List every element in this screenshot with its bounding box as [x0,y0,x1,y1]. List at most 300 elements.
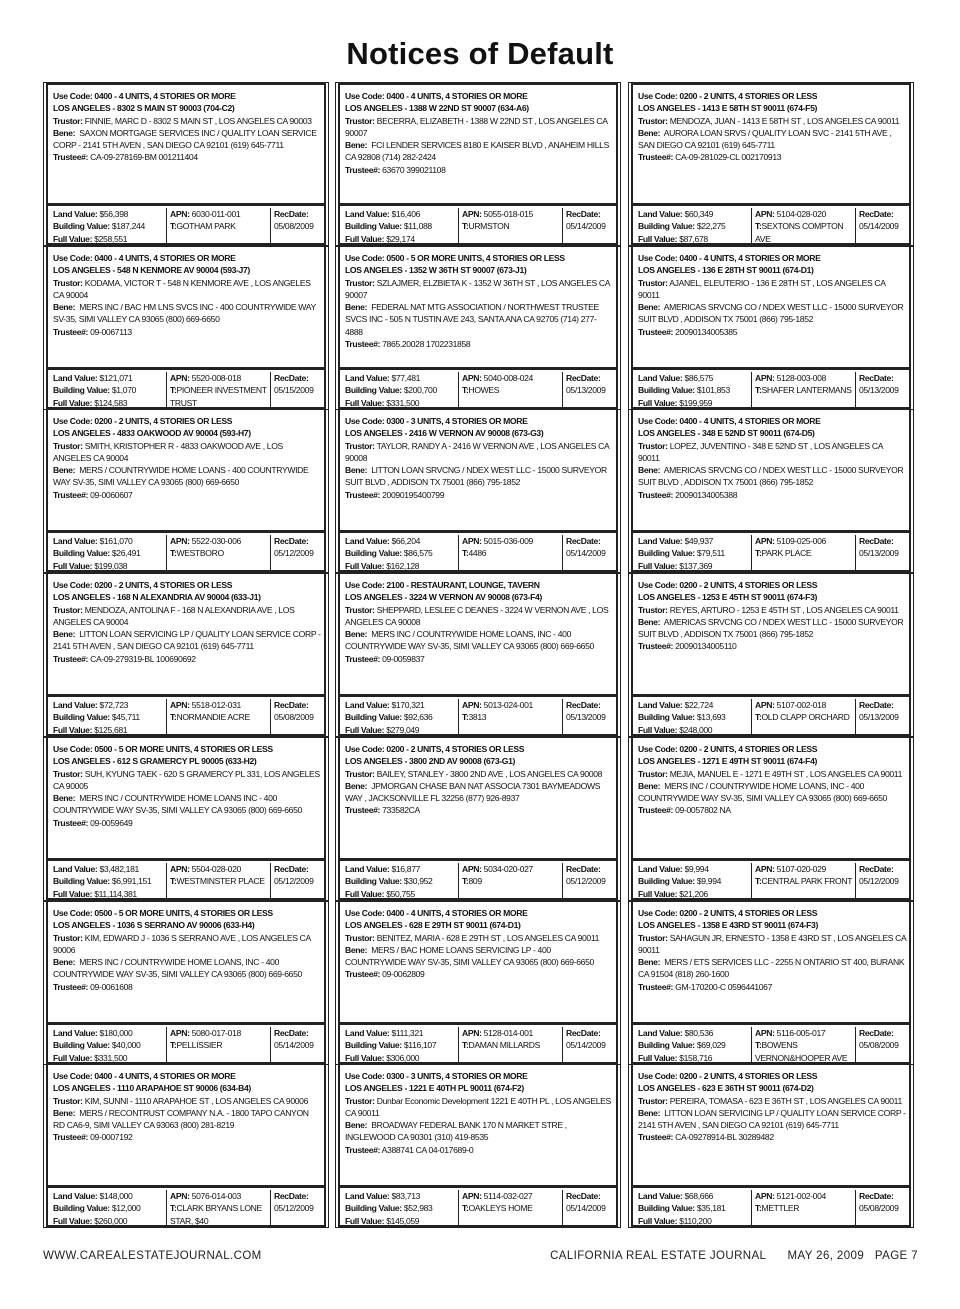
recdate-value: 05/14/2009 [566,548,606,559]
trustor-label: Trustor: [638,768,668,779]
trustor-line [345,277,613,302]
full-amount: $258,551 [94,233,128,244]
apn-cell [166,1190,272,1226]
building-amount: $40,000 [111,1040,141,1051]
bene-label: Bene: [638,780,661,791]
full-value [345,560,455,572]
building-label: Building Value: [345,221,402,232]
land-label: Land Value: [345,864,390,874]
use-code: Use Code: 0200 - 2 UNITS, 4 STORIES OR LESS [53,416,233,426]
land-label: Land Value: [638,864,683,874]
full-label: Full Value: [345,1052,385,1063]
notice-card [628,246,914,410]
valuation-row [338,860,618,900]
tract-label: T: [462,712,469,723]
land-value [638,699,748,711]
trustee-line [345,164,613,176]
full-amount: $137,369 [679,560,713,571]
apn-line [170,535,272,547]
apn-line [755,863,857,875]
property-address: LOS ANGELES - 612 S GRAMERCY PL 90005 (633-H2) [53,756,257,767]
building-value [53,1039,163,1051]
recdate-value: 05/12/2009 [274,876,314,887]
bene-value: AMERICAS SRVCNG CO / NDEX WEST LLC - 15000 SURVEYOR SUIT BLVD , ADDISON TX 75001 (866) 795-1852 [638,616,904,640]
recdate-label: RecDate: [859,536,894,546]
trustor-line [53,277,321,302]
notice-card [43,409,329,573]
full-label: Full Value: [345,724,385,735]
valuation-row [631,696,911,736]
land-label: Land Value: [345,209,390,219]
trustor-value: KIM, EDWARD J - 1036 S SERRANO AVE , LOS ANGELES CA 90006 [53,932,311,955]
apn-label: APN: [462,700,482,710]
property-address: LOS ANGELES - 548 N KENMORE AV 90004 (593-J7) [53,265,250,276]
land-value [638,1027,748,1039]
bene-label: Bene: [638,302,661,313]
values-cell [638,1027,748,1064]
full-label: Full Value: [53,397,93,408]
trustee-line [345,968,613,980]
bene-label: Bene: [638,1107,661,1118]
tract-value: 809 [468,876,482,887]
notice-card [335,1064,621,1228]
building-label: Building Value: [345,712,402,723]
bene-label: Bene: [638,127,661,138]
trustor-value: MEJIA, MANUEL E - 1271 E 49TH ST , LOS ANGELES CA 90011 [669,768,903,779]
tract-label: T: [170,876,177,887]
apn-cell [751,863,857,899]
land-amount: $86,575 [684,373,714,383]
full-amount: $158,716 [679,1052,713,1063]
tract-value: GOTHAM PARK [176,221,236,232]
building-value [638,384,748,396]
trustee-value: 09-0060607 [90,489,133,500]
trustee-line [345,804,613,816]
land-label: Land Value: [53,373,98,383]
apn-label: APN: [462,536,482,546]
trustee-value: 09-0059649 [90,817,133,828]
full-value [345,888,455,900]
property-address: LOS ANGELES - 8302 S MAIN ST 90003 (704-C2) [53,103,235,114]
values-cell [345,699,455,736]
land-amount: $68,666 [684,1191,714,1201]
land-value [345,535,455,547]
full-amount: $279,049 [386,724,420,735]
bene-line [638,464,906,489]
valuation-row [631,1187,911,1227]
full-value [638,1052,748,1064]
trustee-label: Trustee#: [638,641,674,652]
land-amount: $16,406 [391,209,421,219]
apn-line [755,372,857,384]
bene-value: MERS / COUNTRYWIDE HOME LOANS - 400 COUNTRYWIDE WAY SV-35, SIMI VALLEY CA 93065 (800) 669-6650 [53,465,309,488]
trustee-line [345,338,613,350]
recdate-cell [270,1027,330,1063]
full-label: Full Value: [53,233,93,244]
recdate-label: RecDate: [859,373,894,383]
tract-label: T: [462,385,469,396]
land-value [345,372,455,384]
recdate-value: 05/15/2009 [274,385,314,396]
notice-body [338,1065,618,1187]
use-code: Use Code: 0400 - 4 UNITS, 4 STORIES OR MORE [345,908,528,918]
recdate-value: 05/12/2009 [274,548,314,559]
full-label: Full Value: [345,397,385,408]
trustee-value: 09-0062809 [382,969,425,980]
full-label: Full Value: [53,1215,93,1226]
building-amount: $30,952 [403,876,433,887]
tract-value: OLD CLAPP ORCHARD [761,712,850,723]
recdate-cell [562,863,622,899]
building-label: Building Value: [638,876,695,887]
trustee-value: 09-0059837 [382,653,425,664]
trustor-value: BECERRA, ELIZABETH - 1388 W 22ND ST , LOS ANGELES CA 90007 [345,115,608,138]
apn-value: 5034-020-027 [483,864,533,874]
bene-line [53,956,321,981]
trustor-label: Trustor: [53,768,83,779]
apn-cell [751,1027,857,1063]
trustee-label: Trustee#: [638,152,674,163]
full-label: Full Value: [345,888,385,899]
notice-card [335,901,621,1065]
bene-label: Bene: [345,140,368,151]
trustee-label: Trustee#: [638,805,674,816]
notice-card [43,737,329,901]
trustee-line [345,1144,613,1156]
values-cell [53,1190,163,1227]
valuation-row [46,532,326,572]
tract-line [170,547,272,559]
trustor-value: KODAMA, VICTOR T - 548 N KENMORE AVE , LOS ANGELES CA 90004 [53,277,311,300]
full-label: Full Value: [53,1052,93,1063]
tract-line [755,220,857,245]
tract-value: 3813 [468,712,487,723]
trustor-line [53,604,321,629]
apn-value: 5522-030-006 [191,536,241,546]
values-cell [345,208,455,245]
apn-line [462,1027,564,1039]
full-amount: $87,678 [679,233,708,244]
building-value [53,384,163,396]
property-address: LOS ANGELES - 1413 E 58TH ST 90011 (674-F5) [638,103,818,114]
full-amount: $162,128 [386,560,420,571]
apn-label: APN: [170,373,190,383]
apn-cell [458,699,564,735]
land-amount: $66,204 [391,536,421,546]
full-value [345,233,455,245]
recdate-value: 05/13/2009 [859,712,899,723]
building-value [345,220,455,232]
bene-line [345,139,613,164]
building-label: Building Value: [53,712,110,723]
trustor-value: KIM, SUNNI - 1110 ARAPAHOE ST , LOS ANGELES CA 90006 [84,1095,309,1106]
full-value [345,1215,455,1227]
bene-value: AMERICAS SRVCNG CO / NDEX WEST LLC - 15000 SURVEYOR SUIT BLVD , ADDISON TX 75001 (866) 795-1852 [638,302,904,325]
apn-cell [166,863,272,899]
bene-value: MERS / ETS SERVICES LLC - 2255 N ONTARIO ST 400, BURANK CA 91504 (818) 260-1600 [638,957,905,980]
bene-label: Bene: [638,616,661,627]
bene-line [53,1107,321,1132]
tract-line [170,1202,272,1227]
recdate-label: RecDate: [566,536,601,546]
recdate-cell [855,1027,915,1063]
building-value [345,1039,455,1051]
trustee-label: Trustee#: [345,969,381,980]
use-code: Use Code: 0200 - 2 UNITS, 4 STORIES OR LESS [638,580,818,590]
building-amount: $1,070 [111,385,137,396]
bene-label: Bene: [345,302,368,313]
building-value [345,384,455,396]
apn-line [170,1027,272,1039]
building-label: Building Value: [345,385,402,396]
full-value [53,397,163,409]
trustor-label: Trustor: [53,604,83,615]
recdate-cell [270,1190,330,1226]
bene-value: LITTON LOAN SERVICING LP / QUALITY LOAN SERVICE CORP - 2141 5TH AVEN , SAN DIEGO CA 92101 (619) 645-7711 [53,629,321,652]
apn-value: 5076-014-003 [191,1191,241,1201]
bene-value: MERS / BAC HOME LOANS SERVICING LP - 400 COUNTRYWIDE WAY SV-35, SIMI VALLEY CA 93065 (800) 669-6650 [345,944,594,968]
apn-label: APN: [170,1191,190,1201]
full-value [53,724,163,736]
bene-value: AURORA LOAN SRVS / QUALITY LOAN SVC - 2141 5TH AVE , SAN DIEGO CA 92101 (619) 645-7711 [638,127,892,151]
building-amount: $69,029 [696,1040,726,1051]
land-amount: $49,937 [684,536,714,546]
trustor-line [345,440,613,465]
building-label: Building Value: [345,1203,402,1214]
trustee-value: CA-09278914-BL 30289482 [675,1132,774,1143]
values-cell [638,208,748,245]
recdate-label: RecDate: [859,700,894,710]
trustor-value: SHEPPARD, LESLEE C DEANES - 3224 W VERNON AVE , LOS ANGELES CA 90008 [345,604,609,627]
values-cell [53,372,163,409]
land-amount: $3,482,181 [99,864,139,874]
trustor-label: Trustor: [345,1095,375,1106]
apn-value: 5040-008-024 [483,373,533,383]
recdate-label: RecDate: [566,373,601,383]
building-label: Building Value: [53,1040,110,1051]
trustor-label: Trustor: [345,440,375,451]
recdate-value: 05/12/2009 [274,1203,314,1214]
recdate-cell [562,1190,622,1226]
trustee-value: 20090195400799 [382,489,445,500]
building-value [53,220,163,232]
apn-cell [458,863,564,899]
building-amount: $35,181 [696,1203,726,1214]
values-cell [638,863,748,900]
building-label: Building Value: [638,385,695,396]
trustor-line [638,932,906,957]
building-amount: $92,636 [403,712,433,723]
use-code: Use Code: 0500 - 5 OR MORE UNITS, 4 STORIES OR LESS [53,908,273,918]
trustor-label: Trustor: [638,604,668,615]
full-label: Full Value: [638,1215,678,1226]
property-address: LOS ANGELES - 1110 ARAPAHOE ST 90006 (634-B4) [53,1083,251,1094]
apn-cell [458,1027,564,1063]
notice-body [338,410,618,532]
bene-line [638,1107,906,1132]
land-value [53,699,163,711]
recdate-label: RecDate: [859,209,894,219]
land-amount: $56,398 [99,209,129,219]
recdate-value: 05/13/2009 [566,712,606,723]
full-amount: $248,000 [679,724,713,735]
bene-label: Bene: [638,465,661,476]
full-amount: $50,755 [386,888,415,899]
property-address: LOS ANGELES - 1271 E 49TH ST 90011 (674-F4) [638,756,818,767]
trustor-line [638,1095,906,1107]
valuation-row [338,696,618,736]
trustee-label: Trustee#: [345,1144,381,1155]
recdate-label: RecDate: [566,1028,601,1038]
trustor-value: SMITH, KRISTOPHER R - 4833 OAKWOOD AVE , LOS ANGELES CA 90004 [53,440,283,463]
trustor-value: Dunbar Economic Development 1221 E 40TH PL , LOS ANGELES CA 90011 [345,1095,611,1118]
full-amount: $331,500 [386,397,420,408]
notice-card [43,901,329,1065]
building-amount: $6,991,151 [111,876,152,887]
full-label: Full Value: [638,724,678,735]
bene-label: Bene: [638,957,661,968]
tract-value: SEXTONS COMPTON AVE [755,221,844,244]
full-value [345,724,455,736]
notice-body [46,738,326,860]
property-address: LOS ANGELES - 623 E 36TH ST 90011 (674-D2) [638,1083,814,1094]
bene-label: Bene: [53,793,76,804]
trustee-label: Trustee#: [638,326,674,337]
bene-line [345,944,613,969]
trustor-label: Trustor: [53,932,83,943]
trustee-label: Trustee#: [53,489,89,500]
notice-body [631,902,911,1024]
land-value [638,863,748,875]
full-amount: $110,200 [679,1215,712,1226]
building-amount: $13,693 [696,712,726,723]
apn-value: 5128-003-008 [776,373,826,383]
tract-value: SHAFER LANTERMANS [761,385,852,396]
full-amount: $199,959 [679,397,713,408]
land-amount: $60,349 [684,209,714,219]
tract-line [755,711,857,723]
valuation-row [46,696,326,736]
recdate-value: 05/08/2009 [274,712,314,723]
values-cell [345,863,455,900]
land-amount: $16,877 [391,864,421,874]
trustee-value: 733582CA [382,805,420,816]
land-value [53,372,163,384]
full-label: Full Value: [638,560,678,571]
valuation-row [338,205,618,245]
trustor-value: MENDOZA, JUAN - 1413 E 58TH ST , LOS ANGELES CA 90011 [669,115,900,126]
apn-label: APN: [755,373,775,383]
trustee-value: 09-0057802 NA [675,805,731,816]
full-value [53,233,163,245]
trustor-value: SUH, KYUNG TAEK - 620 S GRAMERCY PL 331, LOS ANGELES CA 90005 [53,768,320,791]
land-amount: $72,723 [99,700,129,710]
trustor-label: Trustor: [53,277,83,288]
building-value [53,711,163,723]
full-label: Full Value: [638,233,678,244]
trustee-value: CA-09-281029-CL 002170913 [675,152,782,163]
trustor-line [345,932,613,944]
values-cell [638,1190,748,1227]
full-value [638,233,748,245]
apn-value: 5116-005-017 [776,1028,826,1038]
tract-label: T: [170,385,177,396]
building-amount: $26,491 [111,548,141,559]
use-code: Use Code: 0400 - 4 UNITS, 4 STORIES OR MORE [638,416,821,426]
property-address: LOS ANGELES - 136 E 28TH ST 90011 (674-D1) [638,265,814,276]
tract-line [170,220,272,232]
apn-line [755,1190,857,1202]
trustee-label: Trustee#: [638,1132,674,1143]
tract-label: T: [170,221,177,232]
land-value [345,208,455,220]
tract-label: T: [170,1203,177,1214]
recdate-value: 05/13/2009 [566,385,606,396]
apn-cell [751,1190,857,1226]
values-cell [53,863,163,900]
trustor-line [345,768,613,780]
tract-line [755,1202,857,1214]
trustee-line [53,326,321,338]
building-label: Building Value: [638,548,695,559]
notice-card [335,246,621,410]
use-code: Use Code: 0200 - 2 UNITS, 4 STORIES OR LESS [638,91,818,101]
recdate-label: RecDate: [274,373,309,383]
trustor-label: Trustor: [638,440,668,451]
building-amount: $9,994 [696,876,722,887]
notice-card [43,246,329,410]
tract-line [462,220,564,232]
building-amount: $11,088 [403,221,432,232]
land-amount: $180,000 [99,1028,133,1038]
building-value [345,1202,455,1214]
recdate-cell [855,535,915,571]
apn-label: APN: [755,536,775,546]
building-amount: $52,983 [403,1203,433,1214]
trustor-line [345,604,613,629]
bene-label: Bene: [345,629,368,640]
bene-value: MERS INC / COUNTRYWIDE HOME LOANS, INC - 400 COUNTRYWIDE WAY SV-35, SIMI VALLEY CA 93065 (800) 669-6650 [638,780,887,804]
recdate-cell [562,535,622,571]
apn-cell [166,1027,272,1063]
land-value [638,372,748,384]
apn-label: APN: [170,536,190,546]
trustee-value: 09-0007192 [90,1132,133,1143]
trustor-line [53,932,321,957]
apn-label: APN: [755,700,775,710]
trustee-line [53,653,321,665]
notice-card [628,1064,914,1228]
bene-value: MERS INC / COUNTRYWIDE HOME LOANS, INC - 400 COUNTRYWIDE WAY SV-35, SIMI VALLEY CA 93065 (800) 669-6650 [53,957,302,980]
apn-line [170,863,272,875]
trustee-line [638,981,906,993]
recdate-cell [270,208,330,244]
full-value [638,724,748,736]
full-amount: $11,114,381 [94,888,137,899]
values-cell [638,699,748,736]
bene-line [53,301,321,326]
tract-value: PELLISSIER [176,1040,223,1051]
full-label: Full Value: [345,1215,385,1226]
notice-body [631,410,911,532]
values-cell [53,535,163,572]
trustor-value: BENITEZ, MARIA - 628 E 29TH ST , LOS ANGELES CA 90011 [376,932,600,943]
full-amount: $331,500 [94,1052,128,1063]
trustee-label: Trustee#: [53,653,89,664]
trustee-line [345,653,613,665]
tract-label: T: [170,712,177,723]
full-amount: $260,000 [94,1215,128,1226]
